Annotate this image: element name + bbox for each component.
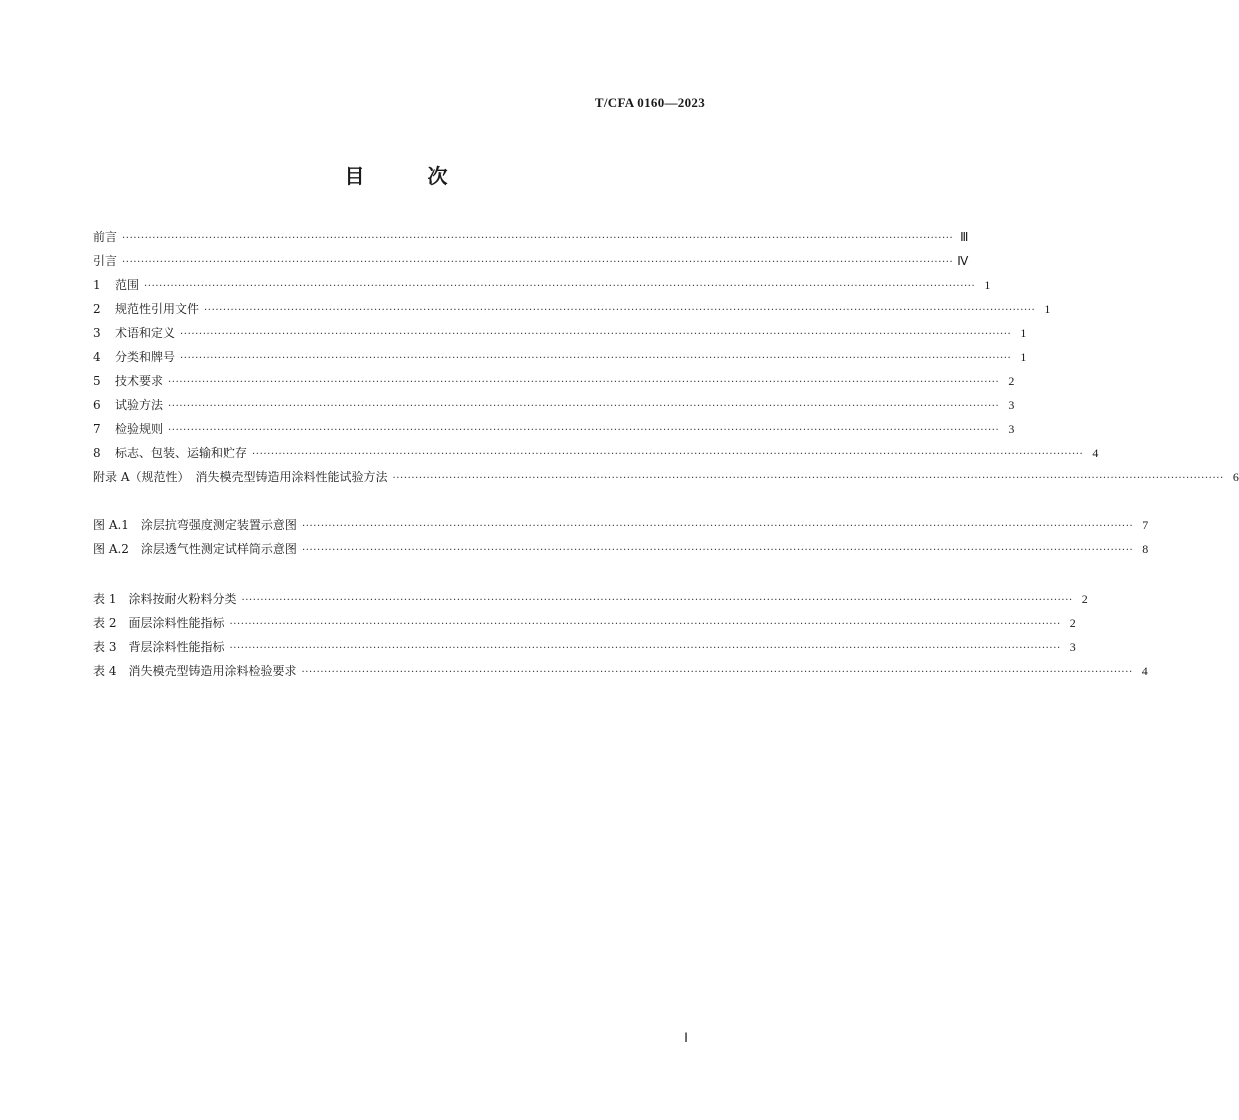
toc-title: 目 次 — [344, 164, 476, 188]
toc-entry-label — [93, 444, 247, 462]
toc-entry-label — [93, 300, 199, 318]
toc-entry-page: 7 — [1142, 518, 1149, 532]
toc-entry-label — [93, 396, 163, 414]
toc-entry-table-4[interactable] — [93, 662, 1148, 680]
toc-entry-section-4[interactable] — [93, 348, 1027, 366]
toc-entry-number: 3 — [93, 326, 101, 340]
toc-entry-number: 5 — [93, 374, 101, 388]
toc-entry-number: 8 — [93, 446, 101, 460]
toc-entry-section-8[interactable] — [93, 444, 1099, 462]
toc-entry-label: 图 A.1 涂层抗弯强度测定装置示意图 — [93, 518, 297, 532]
toc-entry-number: 7 — [93, 422, 101, 436]
toc-entry-title: 试验方法 — [115, 398, 164, 412]
toc-entry-page: 1 — [984, 278, 991, 292]
toc-entry-section-2[interactable] — [93, 300, 1051, 318]
dot-leader: ···························································································································································································································· — [229, 643, 1061, 654]
toc-entry-page: 1 — [1020, 326, 1027, 340]
dot-leader: ···························································································································································································································· — [180, 329, 1012, 340]
toc-entry-table-2[interactable] — [93, 614, 1076, 632]
toc-entry-introduction[interactable] — [93, 252, 969, 270]
toc-entry-section-5[interactable] — [93, 372, 1015, 390]
toc-entry-table-1[interactable] — [93, 590, 1088, 608]
toc-entry-page: 2 — [1081, 592, 1088, 606]
toc-entry-section-3[interactable] — [93, 324, 1027, 342]
dot-leader: ···························································································································································································································· — [301, 545, 1134, 556]
toc-entry-number: 1 — [93, 278, 101, 292]
toc-entry-section-7[interactable] — [93, 420, 1015, 438]
dot-leader: ···························································································································································································································· — [168, 425, 1000, 436]
toc-entry-label: 引言 — [93, 254, 118, 268]
toc-entry-title: 规范性引用文件 — [115, 302, 200, 316]
toc-entry-label — [93, 420, 163, 438]
toc-entry-page: 2 — [1069, 616, 1076, 630]
dot-leader: ···························································································································································································································· — [168, 377, 1000, 388]
dot-leader: ···························································································································································································································· — [168, 401, 1000, 412]
toc-entry-title: 技术要求 — [115, 374, 164, 388]
toc-entry-figure-a1[interactable] — [93, 516, 1149, 534]
toc-entry-label — [93, 276, 139, 294]
dot-leader: ···························································································································································································································· — [180, 353, 1012, 364]
toc-entry-page: Ⅲ — [960, 230, 969, 244]
dot-leader: ···························································································································································································································· — [122, 257, 954, 268]
toc-entry-table-3[interactable] — [93, 638, 1076, 656]
toc-entry-page: 1 — [1020, 350, 1027, 364]
toc-entry-label: 表 2 面层涂料性能指标 — [93, 616, 225, 630]
toc-entry-section-6[interactable] — [93, 396, 1015, 414]
dot-leader: ···························································································································································································································· — [241, 595, 1073, 606]
toc-entry-label: 图 A.2 涂层透气性测定试样筒示意图 — [93, 542, 297, 556]
toc-entry-page: 3 — [1008, 398, 1015, 412]
toc-entry-label: 前言 — [93, 230, 118, 244]
dot-leader: ···························································································································································································································· — [204, 305, 1036, 316]
toc-entry-label: 表 4 消失模壳型铸造用涂料检验要求 — [93, 664, 297, 678]
toc-entry-page: 3 — [1008, 422, 1015, 436]
toc-entry-page: 2 — [1008, 374, 1015, 388]
toc-entry-page: 1 — [1044, 302, 1051, 316]
document-code: T/CFA 0160—2023 — [594, 95, 705, 110]
toc-entry-page: 3 — [1069, 640, 1076, 654]
dot-leader: ···························································································································································································································· — [301, 667, 1133, 678]
toc-entry-page: 4 — [1092, 446, 1099, 460]
toc-entry-number: 6 — [93, 398, 101, 412]
dot-leader: ···························································································································································································································· — [252, 449, 1084, 460]
dot-leader: ···························································································································································································································· — [144, 281, 976, 292]
toc-entry-page: 6 — [1232, 470, 1239, 484]
toc-entry-title: 范围 — [115, 278, 140, 292]
toc-entry-label — [93, 372, 163, 390]
toc-entry-label: 附录 A（规范性） 消失模壳型铸造用涂料性能试验方法 — [93, 470, 388, 484]
dot-leader: ···························································································································································································································· — [301, 521, 1134, 532]
dot-leader: ···························································································································································································································· — [229, 619, 1061, 630]
toc-entry-number: 2 — [93, 302, 101, 316]
toc-entry-page: Ⅳ — [957, 254, 969, 268]
toc-entry-page: 8 — [1142, 542, 1149, 556]
toc-entry-number: 4 — [93, 350, 101, 364]
page-number: Ⅰ — [684, 1030, 688, 1045]
toc-entry-label — [93, 348, 175, 366]
toc-entry-label — [93, 324, 175, 342]
dot-leader: ···························································································································································································································· — [122, 233, 954, 244]
toc-entry-figure-a2[interactable] — [93, 540, 1149, 558]
toc-entry-title: 术语和定义 — [115, 326, 176, 340]
toc-entry-appendix-a[interactable] — [93, 468, 1239, 486]
toc-entry-title: 标志、包装、运输和贮存 — [115, 446, 248, 460]
toc-entry-title: 分类和牌号 — [115, 350, 176, 364]
toc-entry-title: 检验规则 — [115, 422, 164, 436]
toc-entry-label: 表 3 背层涂料性能指标 — [93, 640, 225, 654]
toc-entry-label: 表 1 涂料按耐火粉料分类 — [93, 592, 237, 606]
toc-entry-foreword[interactable] — [93, 228, 969, 246]
dot-leader: ···························································································································································································································· — [392, 473, 1224, 484]
toc-entry-section-1[interactable] — [93, 276, 991, 294]
toc-entry-page: 4 — [1141, 664, 1148, 678]
